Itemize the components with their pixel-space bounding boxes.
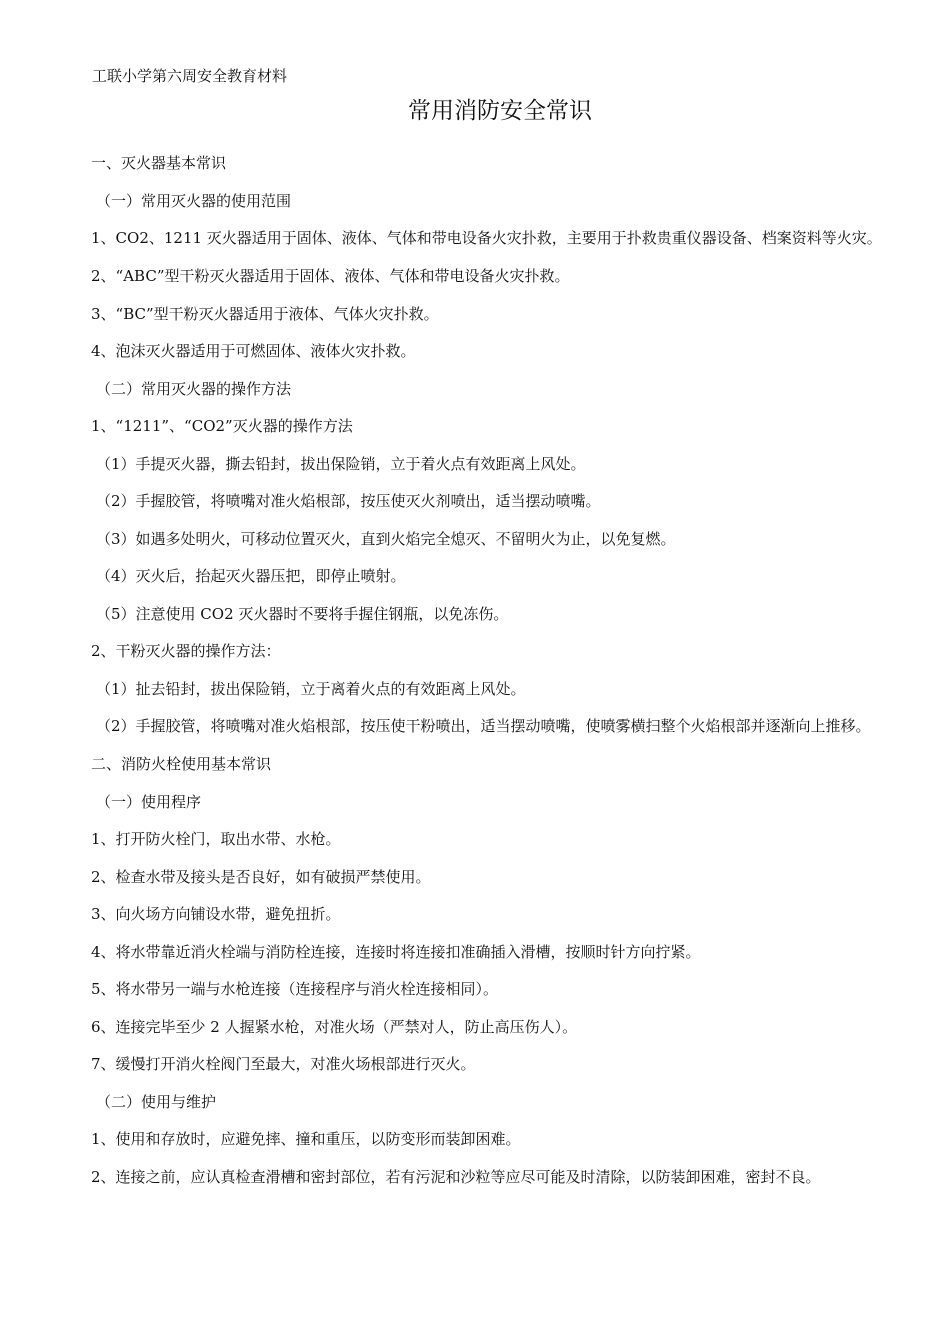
list-item: 1、CO2、1211 灭火器适用于固体、液体、气体和带电设备火灾扑救，主要用于扑救贵重仪器设备、档案资料等火灾。: [91, 229, 882, 247]
list-item: 6、连接完毕至少 2 人握紧水枪，对准火场（严禁对人，防止高压伤人）。: [91, 1017, 578, 1036]
step-item: （4）灭火后，抬起灭火器压把，即停止喷射。: [96, 567, 406, 585]
step-item: （2）手握胶管，将喷嘴对准火焰根部，按压使灭火剂喷出，适当摆动喷嘴。: [96, 492, 601, 510]
list-item: 2、“ABC”型干粉灭火器适用于固体、液体、气体和带电设备火灾扑救。: [91, 267, 570, 285]
step-item: （3）如遇多处明火，可移动位置灭火，直到火焰完全熄灭、不留明火为止，以免复燃。: [96, 529, 676, 548]
list-item: 3、向火场方向铺设水带，避免扭折。: [91, 905, 341, 923]
document-title: 常用消防安全常识: [408, 98, 592, 124]
list-item: 2、检查水带及接头是否良好，如有破损严禁使用。: [91, 867, 431, 886]
section-heading: 二、消防火栓使用基本常识: [91, 755, 272, 773]
subsection-heading: （一）常用灭火器的使用范围: [96, 191, 292, 210]
list-item: 2、干粉灭火器的操作方法：: [91, 642, 281, 660]
step-item: （1）手提灭火器，撕去铅封，拔出保险销，立于着火点有效距离上风处。: [96, 454, 586, 473]
list-item: 1、“1211”、“CO2”灭火器的操作方法: [91, 417, 353, 435]
subsection-heading: （二）常用灭火器的操作方法: [96, 379, 292, 398]
header-note: 工联小学第六周安全教育材料: [92, 67, 288, 85]
step-item: （5）注意使用 CO2 灭火器时不要将手握住钢瓶，以免冻伤。: [96, 604, 509, 623]
list-item: 3、“BC”型干粉灭火器适用于液体、气体火灾扑救。: [91, 304, 439, 323]
list-item: 1、打开防火栓门，取出水带、水枪。: [91, 830, 341, 848]
list-item: 4、泡沫灭火器适用于可燃固体、液体火灾扑救。: [91, 342, 416, 360]
list-item: 4、将水带靠近消火栓端与消防栓连接，连接时将连接扣准确插入滑槽，按顺时针方向拧紧。: [91, 942, 701, 961]
step-item: （2）手握胶管，将喷嘴对准火焰根部，按压使干粉喷出，适当摆动喷嘴，使喷雾横扫整个火焰根部并逐渐向上推移。: [96, 717, 871, 735]
document-body: [58, 153, 896, 1204]
list-item: 2、连接之前，应认真检查滑槽和密封部位，若有污泥和沙粒等应尽可能及时清除，以防装卸困难，密封不良。: [91, 1167, 821, 1186]
list-item: 7、缓慢打开消火栓阀门至最大，对准火场根部进行灭火。: [91, 1055, 476, 1073]
step-item: （1）扯去铅封，拔出保险销，立于离着火点的有效距离上风处。: [96, 679, 526, 698]
list-item: 5、将水带另一端与水枪连接（连接程序与消火栓连接相同）。: [91, 980, 499, 998]
list-item: 1、使用和存放时，应避免摔、撞和重压，以防变形而装卸困难。: [91, 1130, 521, 1148]
section-heading: 一、灭火器基本常识: [91, 154, 227, 172]
subsection-heading: （二）使用与维护: [96, 1092, 217, 1111]
subsection-heading: （一）使用程序: [96, 792, 202, 811]
